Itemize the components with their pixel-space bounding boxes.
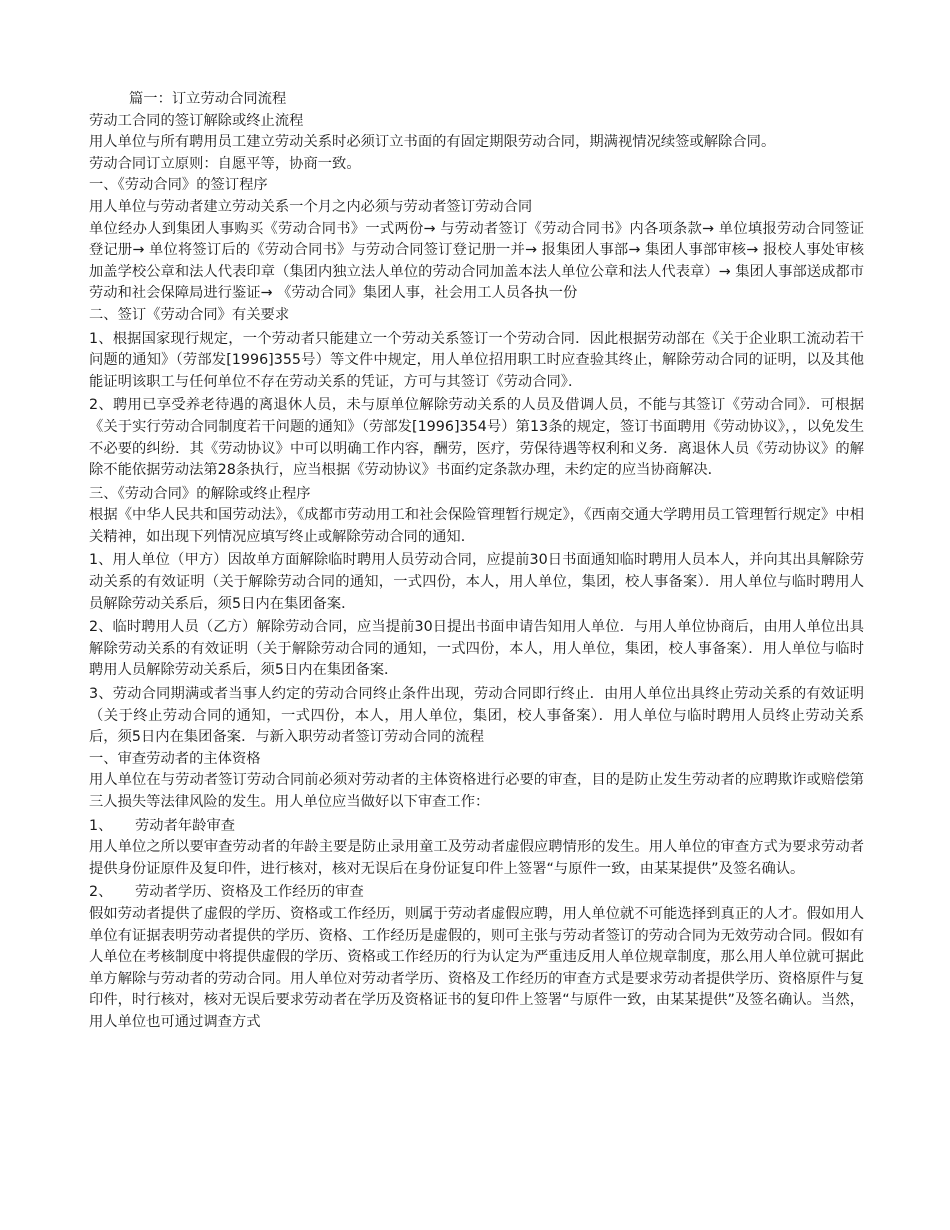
paragraph-text: 用人单位与劳动者建立劳动关系一个月之内必须与劳动者签订劳动合同 [89,198,533,215]
paragraph [89,837,864,880]
paragraph-text: 劳动合同订立原则：自愿平等，协商一致。 [89,155,361,172]
paragraph [89,816,864,838]
paragraph [89,684,864,749]
paragraph-text: 用人单位在与劳动者签订劳动合同前必须对劳动者的主体资格进行必要的审查，目的是防止发生劳动者的应聘欺诈或赔偿第三人损失等法律风险的发生。用人单位应当做好以下审查工作： [89,772,864,810]
list-number: 2、 [89,884,113,901]
paragraph-text: 劳动工合同的签订解除或终止流程 [89,112,304,129]
paragraph [89,770,864,813]
paragraph [89,505,864,548]
paragraph [89,219,864,305]
paragraph [89,154,864,176]
paragraph-text: 假如劳动者提供了虚假的学历、资格或工作经历，则属于劳动者虚假应聘，用人单位就不可能选择到真正的人才。假如用人单位有证据表明劳动者提供的学历、资格、工作经历是虚假的，则可主张与劳动者签订的劳动合同为无效劳动合同。假如有人单位在考核制度中将提供虚假的学历、资格或工作经历的行为认定为严重违反用人单位规章制度，那么用人单位就可据此单方解除与劳动者的劳动合同。用人单位对劳动者学历、资格及工作经历的审查方式是要求劳动者提供学历、资格原件与复印件，时行核对，核对无误后要求劳动者在学历及资格证书的复印件上签署“与原件一致，由某某提供”及签名确认。当然，用人单位也可通过调查方式 [89,905,864,1030]
paragraph [89,305,864,327]
paragraph [89,132,864,154]
paragraph-text: 3、劳动合同期满或者当事人约定的劳动合同终止条件出现，劳动合同即行终止．由用人单位出具终止劳动关系的有效证明（关于终止劳动合同的通知，一式四份，本人，用人单位，集团，校人事备案）．用人单位与临时聘用人员终止劳动关系后，须5日内在集团备案．与新入职劳动者签订劳动合同的流程 [89,686,864,746]
paragraph [89,617,864,682]
paragraph-text: 三、《劳动合同》的解除或终止程序 [89,485,311,502]
paragraph [89,550,864,615]
paragraph-text: 用人单位与所有聘用员工建立劳动关系时必须订立书面的有固定期限劳动合同，期满视情况续签或解除合同。 [89,134,776,151]
paragraph-list [89,111,864,1034]
paragraph [89,904,864,1034]
paragraph [89,484,864,506]
paragraph-text: 2、临时聘用人员（乙方）解除劳动合同，应当提前30日提出书面申请告知用人单位．与用人单位协商后，由用人单位出具解除劳动关系的有效证明（关于解除劳动合同的通知，一式四份，本人，用人单位，集团，校人事备案）．用人单位与临时聘用人员解除劳动关系后，须5日内在集团备案． [89,619,864,679]
paragraph [89,882,864,904]
paragraph-text: 一、《劳动合同》的签订程序 [89,177,268,194]
paragraph-text: 1、根据国家现行规定，一个劳动者只能建立一个劳动关系签订一个劳动合同．因此根据劳动部在《关于企业职工流动若干问题的通知》（劳部发[1996]355号）等文件中规定，用人单位招用职工时应查验其终止，解除劳动合同的证明，以及其他能证明该职工与任何单位不存在劳动关系的凭证，方可与其签订《劳动合同》． [89,330,864,390]
paragraph-text: 劳动者学历、资格及工作经历的审查 [135,884,364,901]
paragraph-text: 劳动者年龄审查 [135,817,236,834]
paragraph [89,175,864,197]
paragraph-text: 用人单位之所以要审查劳动者的年龄主要是防止录用童工及劳动者虚假应聘情形的发生。用人单位的审查方式为要求劳动者提供身份证原件及复印件，进行核对，核对无误后在身份证复印件上签署“与原件一致，由某某提供”及签名确认。 [89,839,864,877]
paragraph [89,111,864,133]
paragraph [89,197,864,219]
document-body [89,89,864,1034]
paragraph [89,329,864,394]
paragraph [89,749,864,771]
paragraph-text: 单位经办人到集团人事购买《劳动合同书》一式两份→ 与劳动者签订《劳动合同书》内各项条款→ 单位填报劳动合同签证登记册→ 单位将签订后的《劳动合同书》与劳动合同签订登记册一并→ 报集团人事部→ 集团人事部审核→ 报校人事处审核加盖学校公章和法人代表印章（集团内独立法人单位的劳动合同加盖本法人单位公章和法人代表章）→ 集团人事部送成都市劳动和社会保障局进行鉴证→ 《劳动合同》集团人事，社会用工人员各执一份 [89,220,864,302]
paragraph-text: 根据《中华人民共和国劳动法》，《成都市劳动用工和社会保险管理暂行规定》，《西南交通大学聘用员工管理暂行规定》中相关精神，如出现下列情况应填写终止或解除劳动合同的通知． [89,507,864,545]
paragraph-text: 2、聘用已享受养老待遇的离退休人员，未与原单位解除劳动关系的人员及借调人员，不能与其签订《劳动合同》．可根据《关于实行劳动合同制度若干问题的通知》（劳部发[1996]354号）第13条的规定，签订书面聘用《劳动协议》，，以免发生不必要的纠纷．其《劳动协议》中可以明确工作内容，酬劳，医疗，劳保待遇等权利和义务．离退休人员《劳动协议》的解除不能依据劳动法第28条执行，应当根据《劳动协议》书面约定条款办理，未约定的应当协商解决． [89,397,864,479]
paragraph-text: 一、审查劳动者的主体资格 [89,750,261,767]
paragraph-text: 二、签订《劳动合同》有关要求 [89,306,290,323]
document-title: 篇一：订立劳动合同流程 [129,91,287,107]
list-number: 1、 [89,817,113,834]
paragraph [89,395,864,481]
paragraph-text: 1、用人单位（甲方）因故单方面解除临时聘用人员劳动合同，应提前30日书面通知临时聘用人员本人，并向其出具解除劳动关系的有效证明（关于解除劳动合同的通知，一式四份，本人，用人单位，集团，校人事备案）．用人单位与临时聘用人员解除劳动关系后，须5日内在集团备案． [89,552,864,612]
